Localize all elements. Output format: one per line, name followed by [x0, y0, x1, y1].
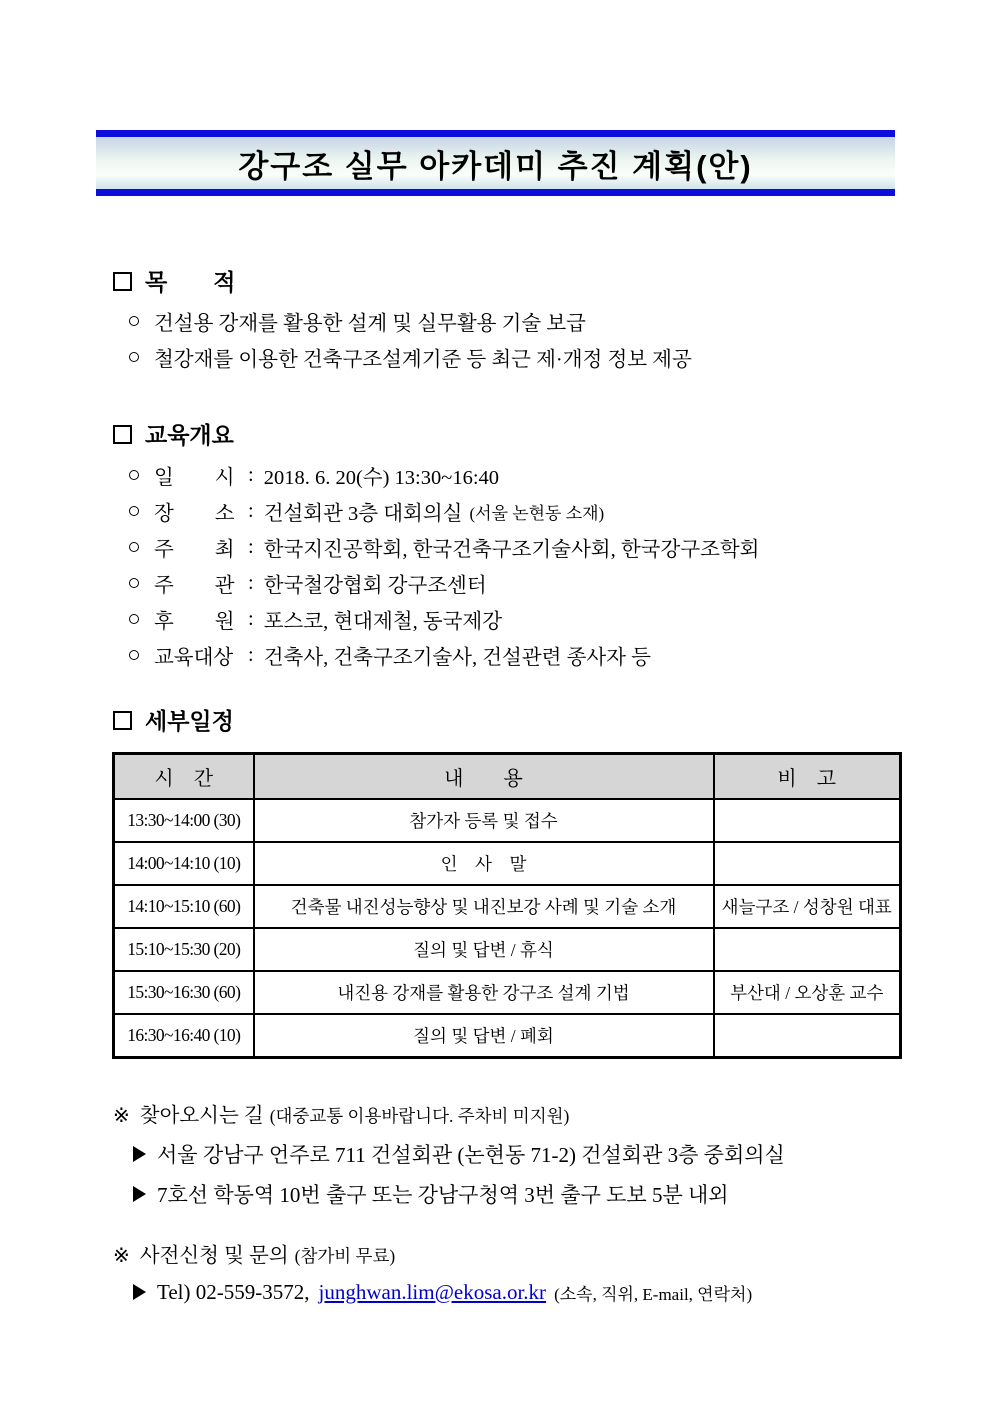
square-bullet-icon — [113, 711, 132, 730]
overview-label: 일 시 — [154, 467, 235, 489]
col-header-time: 시 간 — [114, 754, 254, 800]
directions-heading — [113, 1098, 569, 1128]
document-title: 강구조 실무 아카데미 추진 계획(안) — [238, 148, 753, 184]
overview-label: 주 최 — [154, 539, 235, 561]
banner-top-rule — [96, 130, 895, 137]
circle-bullet-icon — [129, 578, 139, 588]
cell-content: 참가자 등록 및 접수 — [254, 799, 714, 842]
list-item — [129, 339, 692, 375]
circle-bullet-icon — [129, 614, 139, 624]
arrow-right-icon — [133, 1284, 146, 1300]
circle-bullet-icon — [129, 650, 139, 660]
overview-label: 후 원 — [154, 611, 235, 633]
purpose-list — [129, 303, 692, 375]
circle-bullet-icon — [129, 316, 139, 326]
overview-value: 건설회관 3층 대회의실 — [263, 503, 463, 525]
list-item — [129, 303, 692, 339]
list-item — [133, 1174, 785, 1214]
list-item — [129, 457, 766, 493]
overview-heading-label: 교육개요 — [145, 422, 234, 448]
contact-suffix: (소속, 직위, E-mail, 연락처) — [554, 1284, 753, 1304]
banner-body — [96, 137, 895, 189]
reference-mark-icon: ※ — [113, 1105, 130, 1127]
cell-note — [714, 799, 901, 842]
overview-colon: : — [248, 463, 254, 486]
square-bullet-icon — [113, 272, 132, 291]
table-row — [114, 799, 901, 842]
arrow-right-icon — [133, 1186, 146, 1202]
circle-bullet-icon — [129, 506, 139, 516]
section-heading-purpose — [113, 264, 235, 297]
cell-note: 부산대 / 오상훈 교수 — [714, 971, 901, 1014]
schedule-heading-label: 세부일정 — [145, 708, 234, 734]
overview-label: 주 관 — [154, 575, 235, 597]
table-row — [114, 971, 901, 1014]
contact-tel: Tel) 02-559-3572, — [157, 1279, 310, 1304]
circle-bullet-icon — [129, 470, 139, 480]
cell-content: 건축물 내진성능향상 및 내진보강 사례 및 기술 소개 — [254, 885, 714, 928]
overview-list — [129, 457, 766, 673]
overview-colon: : — [248, 643, 254, 666]
list-item — [129, 601, 766, 637]
overview-label: 장 소 — [154, 503, 235, 525]
overview-value: 2018. 6. 20(수) 13:30~16:40 — [263, 467, 500, 489]
contact-email-link[interactable]: junghwan.lim@ekosa.or.kr — [318, 1279, 547, 1304]
overview-colon: : — [248, 571, 254, 594]
cell-content: 인 사 말 — [254, 842, 714, 885]
purpose-heading-label: 목 적 — [145, 269, 236, 295]
reference-mark-icon: ※ — [113, 1245, 130, 1267]
overview-value: 건축사, 건축구조기술사, 건설관련 종사자 등 — [263, 647, 651, 669]
schedule-table — [112, 752, 902, 1059]
cell-time: 14:00~14:10 (10) — [114, 842, 254, 885]
list-item — [133, 1134, 785, 1174]
directions-heading-label: 찾아오시는 길 — [139, 1105, 264, 1127]
title-banner — [96, 130, 895, 196]
cell-content: 질의 및 답변 / 폐회 — [254, 1014, 714, 1058]
arrow-right-icon — [133, 1146, 146, 1162]
table-row — [114, 842, 901, 885]
contact-list — [133, 1272, 752, 1312]
contact-heading-label: 사전신청 및 문의 — [139, 1245, 289, 1267]
list-item — [129, 637, 766, 673]
cell-note: 새늘구조 / 성창원 대표 — [714, 885, 901, 928]
circle-bullet-icon — [129, 542, 139, 552]
table-row — [114, 1014, 901, 1058]
table-row — [114, 928, 901, 971]
overview-value: 한국철강협회 강구조센터 — [263, 575, 487, 597]
directions-item-text: 서울 강남구 언주로 711 건설회관 (논현동 71-2) 건설회관 3층 중회의실 — [157, 1143, 785, 1167]
circle-bullet-icon — [129, 352, 139, 362]
purpose-item-text: 건설용 강재를 활용한 설계 및 실무활용 기술 보급 — [154, 313, 586, 335]
directions-item-text: 7호선 학동역 10번 출구 또는 강남구청역 3번 출구 도보 5분 내외 — [157, 1183, 729, 1207]
section-heading-overview — [113, 417, 234, 450]
contact-heading-note: (참가비 무료) — [294, 1246, 396, 1266]
cell-content: 질의 및 답변 / 휴식 — [254, 928, 714, 971]
col-header-content: 내 용 — [254, 754, 714, 800]
section-heading-schedule — [113, 703, 234, 736]
overview-colon: : — [248, 535, 254, 558]
cell-time: 13:30~14:00 (30) — [114, 799, 254, 842]
overview-value: 한국지진공학회, 한국건축구조기술사회, 한국강구조학회 — [263, 539, 760, 561]
banner-bottom-rule — [96, 189, 895, 196]
overview-value: 포스코, 현대제철, 동국제강 — [263, 611, 503, 633]
col-header-note: 비 고 — [714, 754, 901, 800]
overview-colon: : — [248, 607, 254, 630]
list-item — [133, 1272, 752, 1312]
overview-note: (서울 논현동 소재) — [469, 503, 605, 523]
square-bullet-icon — [113, 425, 132, 444]
contact-heading — [113, 1238, 395, 1268]
directions-list — [133, 1134, 785, 1214]
overview-label: 교육대상 — [154, 647, 234, 669]
cell-time: 15:30~16:30 (60) — [114, 971, 254, 1014]
cell-note — [714, 1014, 901, 1058]
directions-heading-note: (대중교통 이용바랍니다. 주차비 미지원) — [269, 1106, 570, 1126]
purpose-item-text: 철강재를 이용한 건축구조설계기준 등 최근 제·개정 정보 제공 — [154, 349, 692, 371]
cell-note — [714, 928, 901, 971]
cell-note — [714, 842, 901, 885]
list-item — [129, 565, 766, 601]
cell-time: 15:10~15:30 (20) — [114, 928, 254, 971]
cell-content: 내진용 강재를 활용한 강구조 설계 기법 — [254, 971, 714, 1014]
overview-colon: : — [248, 499, 254, 522]
table-header-row — [114, 754, 901, 800]
list-item — [129, 529, 766, 565]
table-row — [114, 885, 901, 928]
cell-time: 16:30~16:40 (10) — [114, 1014, 254, 1058]
cell-time: 14:10~15:10 (60) — [114, 885, 254, 928]
list-item — [129, 493, 766, 529]
